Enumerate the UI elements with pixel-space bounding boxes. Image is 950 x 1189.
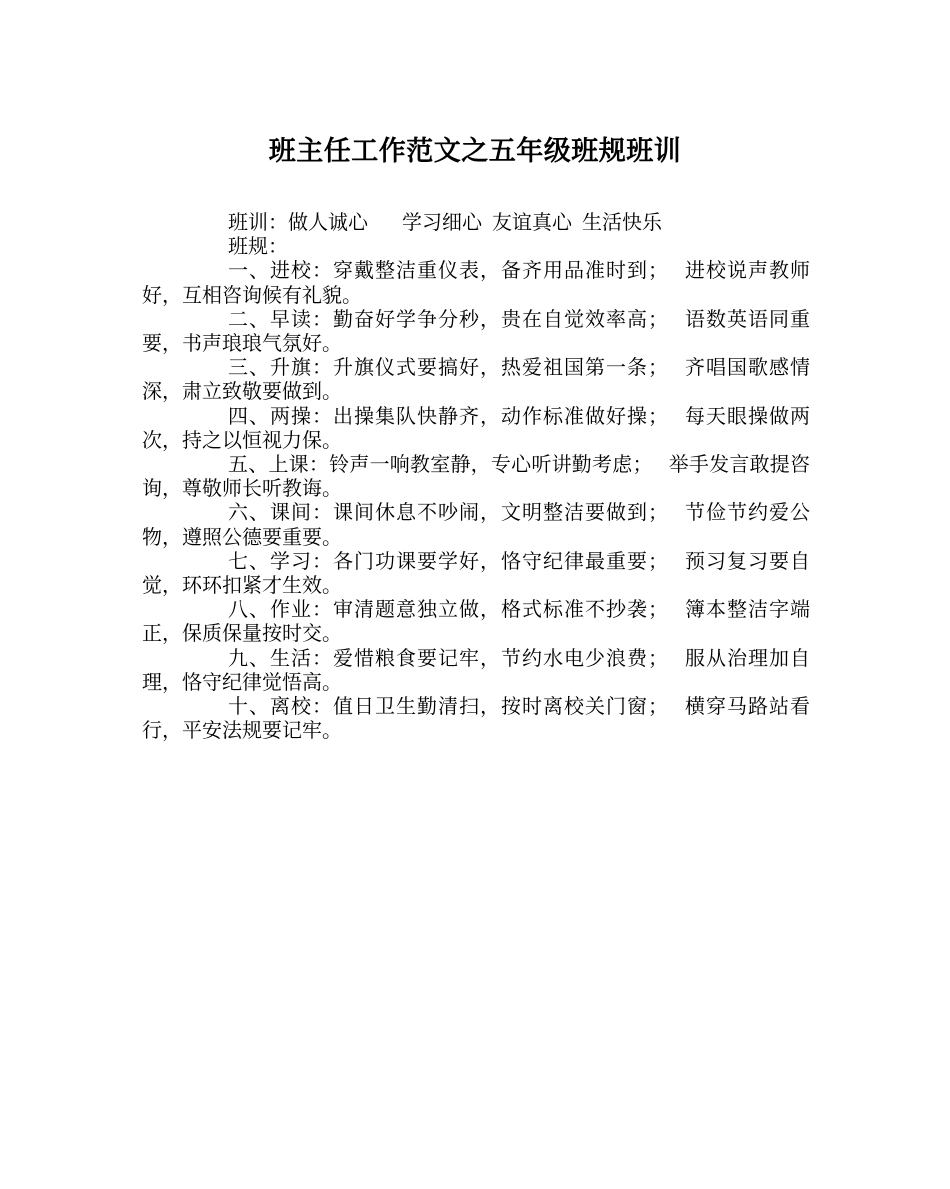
rule-text: 预习复习要自觉，环环扣紧才生效。 <box>142 548 810 598</box>
rule-item <box>142 307 810 355</box>
rule-text: 勤奋好学争分秒，贵在自觉效率高； <box>333 306 668 331</box>
rule-item <box>142 452 810 500</box>
rule-text: 各门功课要学好，恪守纪律最重要； <box>333 548 668 573</box>
rule-head: 三、升旗： <box>228 355 333 380</box>
rule-text: 审清题意独立做，格式标准不抄袭； <box>333 597 668 622</box>
rule-text: 举手发言敢提咨询，尊敬师长听教诲。 <box>142 452 811 501</box>
rule-head: 八、作业： <box>228 597 333 622</box>
document-title: 班主任工作范文之五年级班规班训 <box>268 136 682 167</box>
rule-text: 进校说声教师好，互相咨询候有礼貌。 <box>142 258 810 307</box>
rule-text: 铃声一响教室静，专心听讲勤考虑； <box>329 452 653 477</box>
rule-text: 语数英语同重要，书声琅琅气氛好。 <box>142 306 810 356</box>
rule-head: 九、生活： <box>228 645 333 670</box>
rule-head: 六、课间： <box>228 500 333 525</box>
rule-text: 横穿马路站看行，平安法规要记牢。 <box>142 694 810 743</box>
rule-head: 五、上课： <box>228 452 330 477</box>
rule-text: 服从治理加自理，恪守纪律觉悟高。 <box>142 645 810 694</box>
motto-item: 做人诚心 <box>288 210 368 234</box>
rule-text: 簿本整洁字端正，保质保量按时交。 <box>142 597 810 646</box>
rule-item <box>142 500 810 548</box>
document-body <box>142 210 810 742</box>
motto-item: 生活快乐 <box>582 210 662 234</box>
class-motto <box>142 210 810 234</box>
rule-head: 七、学习： <box>228 548 333 573</box>
rule-head: 二、早读： <box>228 306 333 331</box>
rule-item <box>142 549 810 597</box>
rule-item <box>142 646 810 694</box>
rule-text: 爱惜粮食要记牢，节约水电少浪费； <box>333 645 668 670</box>
rule-item <box>142 597 810 645</box>
rule-head: 一、进校： <box>228 258 333 283</box>
rule-head: 四、两操： <box>228 403 333 428</box>
rule-text: 穿戴整洁重仪表，备齐用品准时到； <box>333 258 668 283</box>
rule-text: 齐唱国歌感情深，肃立致敬要做到。 <box>142 355 810 404</box>
motto-label: 班训： <box>228 210 288 234</box>
rule-text: 每天眼操做两次，持之以恒视力保。 <box>142 403 810 452</box>
rule-head: 十、离校： <box>228 694 333 719</box>
rule-item <box>142 404 810 452</box>
rule-text: 升旗仪式要搞好，热爱祖国第一条； <box>333 355 668 380</box>
rule-text: 出操集队快静齐，动作标准做好操； <box>333 403 668 428</box>
rule-item <box>142 694 810 742</box>
rule-text: 值日卫生勤清扫，按时离校关门窗； <box>333 694 668 719</box>
rule-item <box>142 355 810 403</box>
motto-item: 友谊真心 <box>492 210 572 234</box>
rules-heading: 班规： <box>228 234 288 259</box>
motto-item: 学习细心 <box>402 210 482 234</box>
rule-text: 节俭节约爱公物，遵照公德要重要。 <box>142 500 810 549</box>
rule-text: 课间休息不吵闹，文明整洁要做到； <box>333 500 668 525</box>
rule-item <box>142 258 810 306</box>
